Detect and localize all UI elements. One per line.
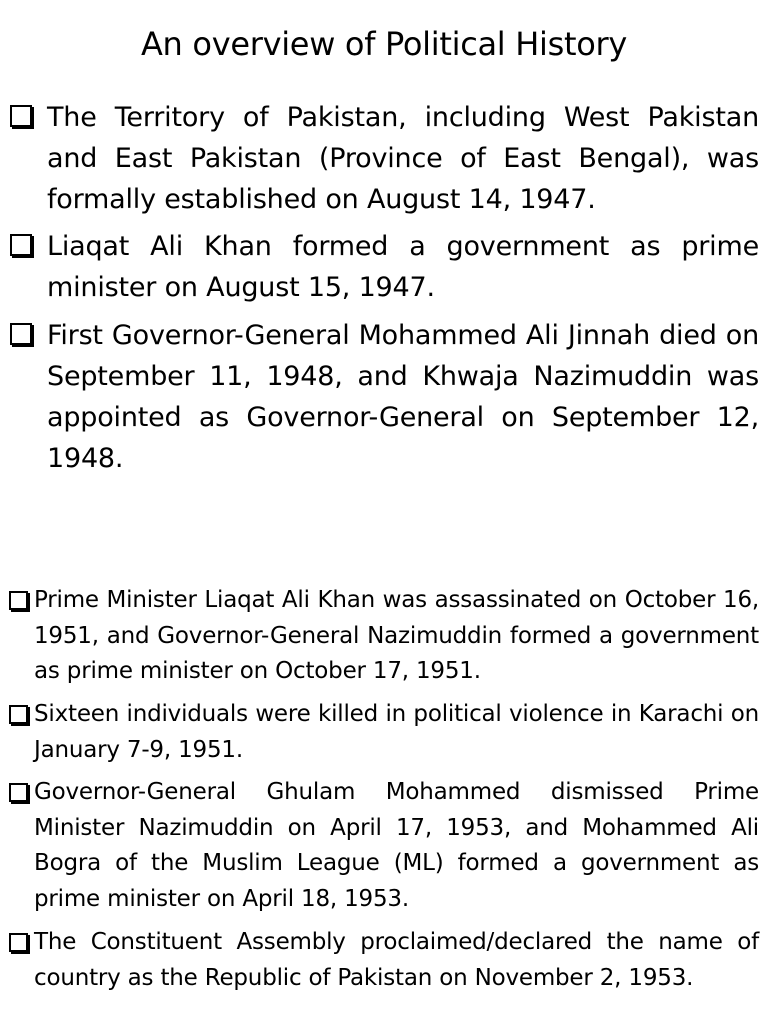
bullet-item: [47, 97, 759, 220]
bullet-item: [34, 775, 759, 917]
bullet-text: The Territory of Pakistan, including West Pakistan and East Pakistan (Province of East Bengal), was formally established on August 14, 1947.: [47, 102, 759, 215]
checkbox-square-icon: [10, 105, 32, 127]
checkbox-square-icon: [9, 783, 28, 802]
bullet-text: Liaqat Ali Khan formed a government as prime minister on August 15, 1947.: [47, 231, 759, 303]
bullet-item: [34, 697, 759, 768]
bullet-text: Sixteen individuals were killed in political violence in Karachi on January 7-9, 1951.: [34, 701, 759, 763]
checkbox-square-icon: [10, 234, 32, 256]
bullet-text: Prime Minister Liaqat Ali Khan was assassinated on October 16, 1951, and Governor-General Nazimuddin formed a government as prime minister on October 17, 1951.: [34, 587, 759, 684]
bullet-item: [47, 315, 759, 479]
checkbox-square-icon: [9, 591, 28, 610]
bullet-text: First Governor-General Mohammed Ali Jinnah died on September 11, 1948, and Khwaja Nazimuddin was appointed as Governor-General on September 12, 1948.: [47, 320, 759, 474]
checkbox-square-icon: [9, 705, 28, 724]
slide-title: An overview of Political History: [140, 25, 628, 63]
bullet-text: The Constituent Assembly proclaimed/declared the name of country as the Republic of Pakistan on November 2, 1953.: [34, 929, 759, 991]
bullet-text: Governor-General Ghulam Mohammed dismissed Prime Minister Nazimuddin on April 17, 1953, and Mohammed Ali Bogra of the Muslim League (ML) formed a government as prime minister on April 18, 1953.: [34, 779, 759, 912]
bullet-item: [34, 583, 759, 690]
checkbox-square-icon: [9, 933, 28, 952]
checkbox-square-icon: [10, 323, 32, 345]
bullet-item: [47, 226, 759, 308]
bullet-item: [34, 925, 759, 996]
